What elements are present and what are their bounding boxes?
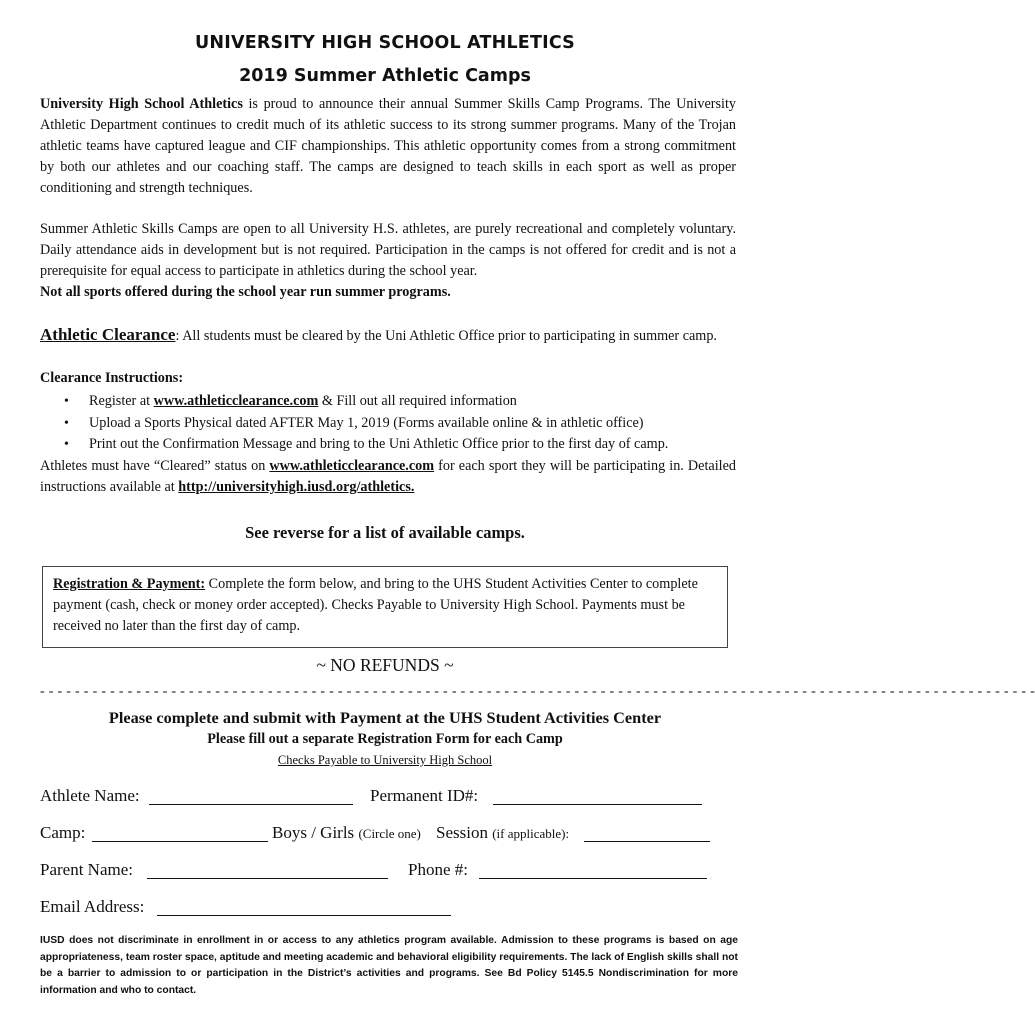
status-mid: for each sport they will be participating in. Detailed instructions available at	[40, 458, 736, 495]
page-subtitle: 2019 Summer Athletic Camps	[239, 66, 531, 86]
submit-heading: Please complete and submit with Payment at the UHS Student Activities Center	[108, 708, 662, 727]
list-item: • Upload a Sports Physical dated AFTER May 1, 2019 (Forms available online & in athletic office)	[64, 413, 744, 435]
status-pre: Athletes must have “Cleared” status on	[40, 458, 270, 474]
open-to-bold-line: Not all sports offered during the school year run summer programs.	[40, 284, 451, 300]
athlete-name-field[interactable]	[149, 804, 353, 805]
session-label	[436, 823, 569, 843]
email-label: Email Address:	[40, 897, 145, 916]
intro-text: is proud to announce their annual Summer Skills Camp Programs. The University Athletic Department continues to credit much of its athletic success to its strong summer programs. Many of the Trojan athletic teams have captured league and CIF championships. This athletic opportunity comes from a strong commitment by both our athletes and our coaching staff. The camps are designed to teach skills in each sport as well as proper conditioning and strength techniques.	[40, 96, 736, 196]
parent-name-label: Parent Name:	[40, 860, 133, 879]
reverse-note: See reverse for a list of available camps.	[245, 523, 525, 542]
athletics-website-link[interactable]: http://universityhigh.iusd.org/athletics.	[178, 479, 415, 495]
nondiscrimination-disclaimer: IUSD does not discriminate in enrollment in or access to any athletics program available. Admission to these programs is based on age appropriateness, team roster space, aptitude and meeting academic and behavioral eligibility requirements. The lack of English skills shall not be a barrier to admission to or participation in the District’s activities and programs. See Bd Policy 5145.5 Nondiscrimination for more information and who to contact.	[40, 935, 738, 996]
athletic-clearance-link-2[interactable]: www.athleticclearance.com	[269, 458, 435, 474]
intro-paragraph	[40, 94, 736, 199]
registration-box	[42, 566, 728, 648]
athletic-clearance-link[interactable]: www.athleticclearance.com	[153, 393, 319, 409]
separate-form-note: Please fill out a separate Registration Form for each Camp	[207, 731, 563, 747]
list-item	[64, 391, 744, 413]
clearance-instructions-label: Clearance Instructions:	[40, 370, 184, 386]
cut-line: - - - - - - - - - - - - - - - - - - - - - - - - - - - - - - - - - - - - - - - - - - - - - - - - - - - - - - - - - - - - - - - - - - - - - - - - - - - - - - - - - - - - - - - - - - - - - - - - - - - - - - - - - - - - - - - - - -	[40, 684, 1035, 699]
registration-heading: Registration & Payment:	[53, 576, 206, 592]
open-to-text: Summer Athletic Skills Camps are open to all University H.S. athletes, are purely recreational and completely voluntary. Daily attendance aids in development but is not required. Participation in the camps is not offered for credit and is not a prerequisite for equal access to participate in athletics during the school year.	[40, 221, 736, 279]
checks-payable-note: Checks Payable to University High School	[277, 753, 493, 767]
session-text: Session	[436, 823, 488, 842]
clearance-text: : All students must be cleared by the Uni Athletic Office prior to participating in summer camp.	[175, 328, 717, 344]
phone-label: Phone #:	[408, 860, 468, 879]
athlete-name-label: Athlete Name:	[40, 786, 140, 805]
clearance-status-paragraph	[40, 456, 736, 498]
circle-one-note: (Circle one)	[358, 826, 421, 841]
boys-girls-label	[272, 823, 421, 843]
clearance-heading: Athletic Clearance	[40, 325, 176, 344]
clearance-bullet-list	[64, 391, 744, 456]
session-field[interactable]	[584, 841, 710, 842]
bullet1-post: & Fill out all required information	[318, 393, 517, 409]
registration-text: Complete the form below, and bring to the UHS Student Activities Center to complete payment (cash, check or money order accepted). Checks Payable to University High School. Payments must be received no later than the first day of camp.	[53, 576, 698, 634]
camp-field[interactable]	[92, 841, 268, 842]
bullet1-pre: Register at	[89, 393, 154, 409]
permanent-id-label: Permanent ID#:	[370, 786, 479, 805]
clearance-paragraph	[40, 324, 736, 347]
intro-lead: University High School Athletics	[40, 96, 243, 112]
no-refunds-notice: ~ NO REFUNDS ~	[316, 655, 454, 675]
boys-girls-text[interactable]: Boys / Girls	[272, 823, 355, 842]
camp-label: Camp:	[40, 823, 86, 842]
permanent-id-field[interactable]	[493, 804, 702, 805]
page-title: UNIVERSITY HIGH SCHOOL ATHLETICS	[194, 33, 575, 53]
if-applicable-note: (if applicable):	[492, 826, 570, 841]
email-field[interactable]	[157, 915, 451, 916]
phone-field[interactable]	[479, 878, 707, 879]
parent-name-field[interactable]	[147, 878, 388, 879]
list-item: • Print out the Confirmation Message and bring to the Uni Athletic Office prior to the first day of camp.	[64, 434, 744, 456]
open-to-paragraph	[40, 219, 736, 303]
